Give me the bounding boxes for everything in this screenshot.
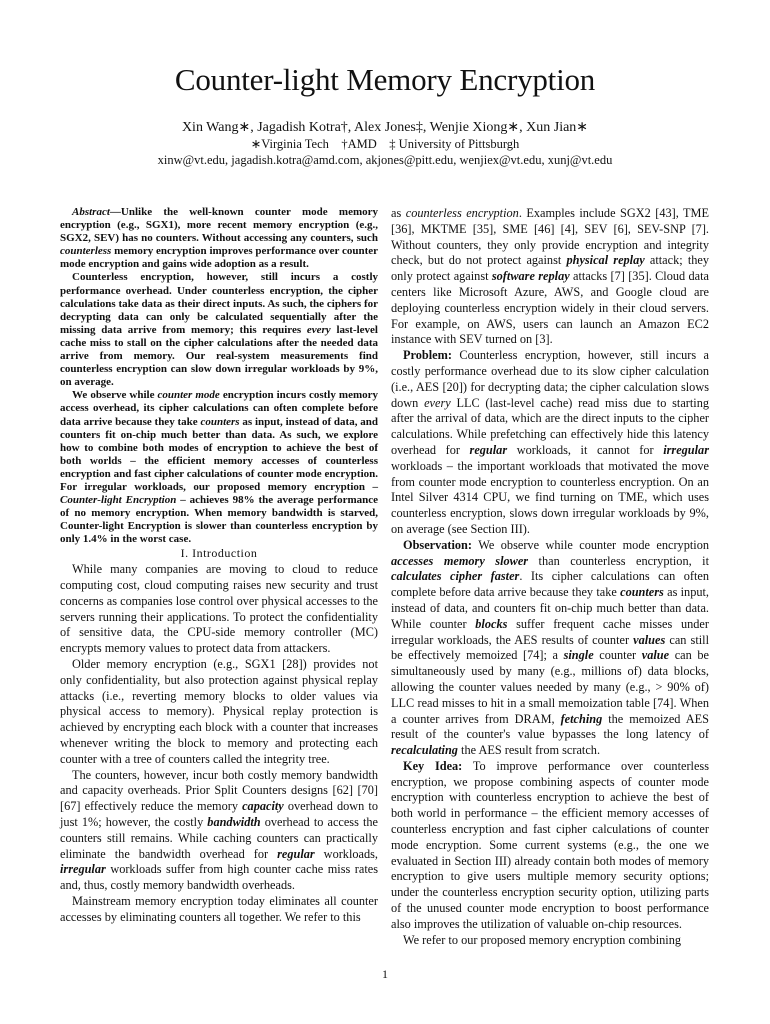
intro-paragraph-last: We refer to our proposed memory encryption combining [403,932,682,947]
problem-paragraph-part: regular [469,442,508,457]
intro-paragraph-1: While many companies are moving to cloud to reduce computing cost, cloud computing raises new security and trust concerns as companies lose control over physical accesses to the servers running their applications. To protect the confidentiality of sensitive data, the CPU-side memory controller (MC) encrypts memory values to protect data from attackers. [60,562,378,656]
abstract-paragraph-1: Abstract—Unlike the well-known counter mode memory encryption (e.g., SGX1), more recent memory encryption (e.g., SGX2, SEV) has no counters. Without accessing any counters, such counterless memory encryption improves performance over counter mode encryption and gains wide adoption as a result. [60,206,378,271]
observation-paragraph-part: recalculating [391,743,458,758]
left-column [60,206,378,926]
observation-paragraph-part: blocks [475,616,508,631]
key-idea-paragraph [391,759,709,933]
observation-paragraph-part: as input, instead of data, and counters fit on-chip much better than data. While counter [391,585,709,631]
observation-paragraph-part: counters [620,585,664,600]
key-idea-paragraph-part: To improve performance over counterless encryption, we propose combining aspects of counter mode encryption with counterless encryption to achieve the best of both world in performance – the efficient memory accesses of counterless encryption and fast cipher calculations of counter mode encryption. Some current systems (e.g., the one we evaluated in Section III) already contain both modes of memory encryption to give users multiple memory security options; under the counterless encryption security option, utilizing parts of the unused counter mode encryption to boost performance also improves the utilization of valuable on-chip resources. [391,758,709,931]
paper-title: Counter-light Memory Encryption [174,62,596,97]
problem-paragraph-part: workloads, it cannot for [507,442,664,457]
abstract-paragraph-3: We observe while counter mode encryption incurs costly memory access overhead, its cipher calculations can often complete before data arrive because they take counters as input, instead of data, and counters fit on-chip much better than data. As such, we explore how to combine both modes of encryption to achieve the best of both worlds – the efficient memory accesses of counterless encryption and fast cipher calculations of counter mode encryption. For irregular workloads, our proposed memory encryption – Counter-light Encryption – achieves 98% the average performance of no memory encryption. When memory bandwidth is starved, Counter-light Encryption is slower than counterless encryption by only 1.4% in the worst case. [60,389,378,546]
observation-paragraph [391,538,709,759]
observation-paragraph-part: values [633,632,666,647]
observation-paragraph-part: than counterless encryption, it [528,553,709,568]
abstract-paragraph-2: Counterless encryption, however, still incurs a costly performance overhead. Under counterless encryption, the cipher calculations take data as their direct inputs. As such, the ciphers for decrypting data can only be calculated sequentially after the missing data arrive from memory; this requires every last-level cache miss to stall on the cipher calculations after the needed data arrive from memory. Our real-system measurements find counterless encryption can slow down irregular workloads by 9%, on average. [60,271,378,389]
observation-paragraph-part: single [563,648,594,663]
problem-paragraph-part: every [424,395,451,410]
section-heading-introduction: I. Introduction [180,546,258,561]
problem-paragraph [391,348,709,538]
email-list: xinw@vt.edu, jagadish.kotra@amd.com, akjones@pitt.edu, wenjiex@vt.edu, xunj@vt.edu [157,153,613,167]
observation-paragraph-part: fetching [560,711,603,726]
abstract [60,206,378,546]
intro-paragraph-2: Older memory encryption (e.g., SGX1 [28]) provides not only confidentiality, but also protection against physical replay attacks (i.e., reverting memory blocks to older values via physical access to memory). Physical replay protection is achieved by encrypting each block with a counter that increases whenever writing the block to memory and protecting each counter with a tree of counters called the integrity tree. [60,657,378,766]
observation-paragraph-part: Observation: [403,537,472,552]
observation-paragraph-part: counter [593,648,642,663]
intro-paragraph-4: Mainstream memory encryption today eliminates all counter accesses by eliminating counters all together. We refer to this [60,893,378,924]
problem-paragraph-part: LLC (last-level cache) read miss due to starting after the arrival of data, which are the direct inputs to the cipher calculations. While prefetching can effectively hide this latency overhead for [391,395,709,457]
abstract-label: Abstract [72,206,110,218]
intro-paragraph-4-continued: as counterless encryption. Examples include SGX2 [43], TME [36], MKTME [35], SME [46] [4], SEV [6], SEV-SNP [7]. Without counters, they only provide encryption and integrity check, but do not protect against physical replay attack; they only protect against software replay attacks [7] [35]. Cloud data centers like Microsoft Azure, AWS, and Google cloud are deploying counterless encryption widely in their cloud servers. For example, on AWS, users can launch an Amazon EC2 instance with SEV turned on [3]. [391,206,709,347]
problem-paragraph-part: workloads – the important workloads that motivated the move from counter mode encryption to counterless encryption. On an Intel Silver 4314 CPU, we find turning on TME, which uses counterless encryption, slows down irregular workloads by 9%, on average (see Section III). [391,458,709,536]
observation-paragraph-part: the AES result from scratch. [457,743,601,758]
observation-paragraph-part: calculates cipher faster [391,569,520,584]
key-idea-paragraph-part: Key Idea: [403,758,463,773]
author-list: Xin Wang∗, Jagadish Kotra†, Alex Jones‡, Wenjie Xiong∗, Xun Jian∗ [181,120,589,135]
observation-paragraph-part: accesses memory slower [391,553,529,568]
observation-paragraph-part: can still be effectively memoized [74]; a [391,632,709,663]
observation-paragraph-part: can be simultaneously used by many (e.g., millions of) data blocks, allowing the counter values needed by many (e.g., > 90% of) LLC read misses to hit in a small memoization table [74]. When a counter arrives from DRAM, [391,648,710,726]
problem-paragraph-part: irregular [663,442,709,457]
observation-paragraph-part: the memoized AES result of the counter's value bypasses the long latency of [391,711,709,742]
page-number: 1 [382,967,388,981]
observation-paragraph-part: . Its cipher calculations can often complete before data arrive because they take [391,569,709,600]
right-column [391,206,709,948]
problem-paragraph-part: Problem: [403,348,452,363]
affiliation-list: ∗Virginia Tech †AMD ‡ University of Pittsburgh [250,137,520,151]
intro-paragraph-3: The counters, however, incur both costly memory bandwidth and capacity overheads. Prior Split Counters designs [62] [70] [67] effectively reduce the memory capacity overhead down to just 1%; however, the costly bandwidth overhead to access the counters still remains. While caching counters can practically eliminate the bandwidth overhead for regular workloads, irregular workloads suffer from high counter cache miss rates and, thus, costly memory bandwidth overheads. [60,767,378,893]
problem-paragraph-part: Counterless encryption, however, still incurs a costly performance overhead due to its slow cipher calculation (i.e., AES [20]) for decrypting data; the cipher calculation slows down [391,348,709,410]
observation-paragraph-part: value [641,648,670,663]
observation-paragraph-part: suffer frequent cache misses under irregular workloads, the AES results of counter [391,616,709,647]
observation-paragraph-part: We observe while counter mode encryption [472,537,709,552]
intro-paragraph-4-continued-text: as [391,206,406,220]
